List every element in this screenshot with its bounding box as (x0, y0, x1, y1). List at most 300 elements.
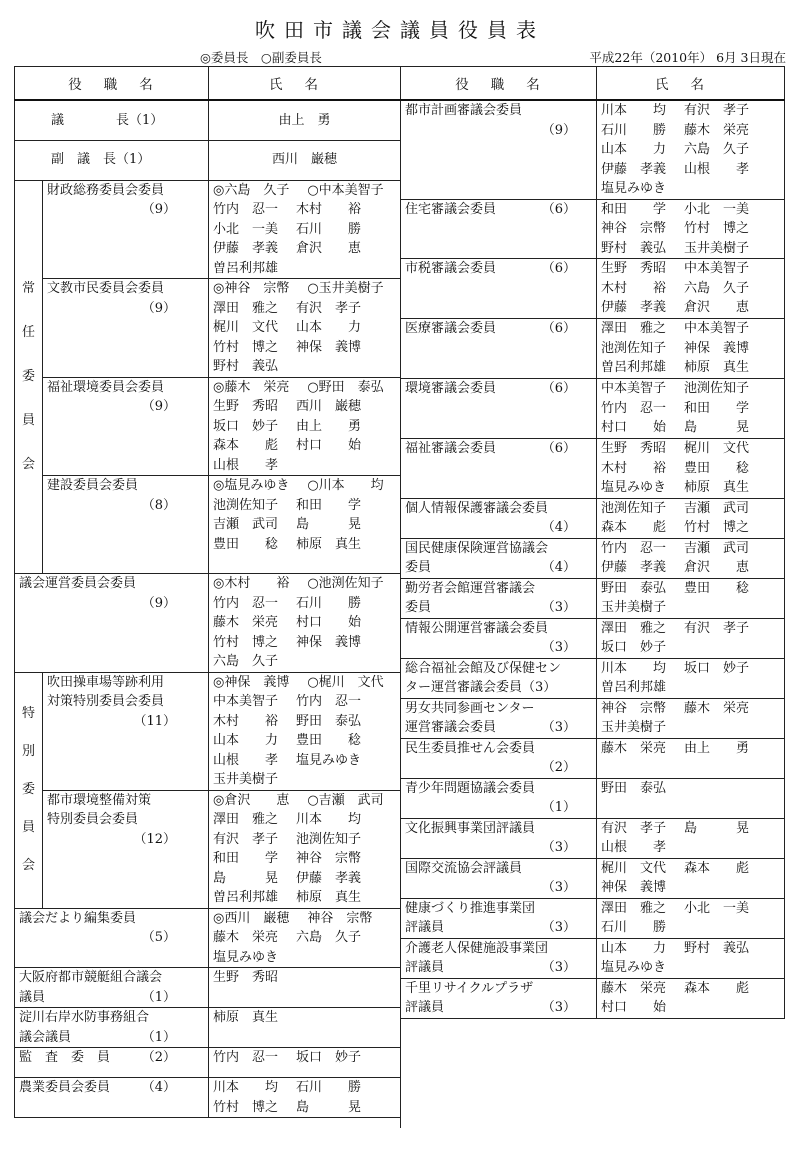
steering-role (15, 574, 209, 673)
member-names (601, 279, 780, 299)
label-char: 会 (21, 456, 35, 472)
member-name: ◎西川 巌穂 (213, 910, 290, 926)
member-name: 山根 孝 (213, 457, 279, 473)
member-name: 有沢 孝子 (601, 820, 667, 836)
committee-role (43, 790, 209, 908)
member-names (213, 1078, 396, 1098)
member-name: 野村 義弘 (601, 240, 667, 256)
member-names (213, 692, 396, 712)
member-names (213, 1048, 396, 1068)
committee-role (43, 377, 209, 476)
member-name: 豊田 稔 (684, 580, 750, 596)
member-names (213, 770, 396, 790)
member-names (213, 220, 396, 240)
council-role (401, 100, 597, 199)
member-name: 柿原 真生 (213, 1010, 279, 1025)
member-name: 澤田 雅之 (601, 620, 667, 636)
committee-count: （9） (141, 300, 176, 316)
member-name: 野田 泰弘 (296, 713, 362, 729)
row-special-committee (15, 672, 401, 790)
member-name: 小北 一美 (684, 201, 750, 217)
member-names (601, 678, 780, 698)
council-count: （3） (541, 1000, 576, 1015)
assignment-role (15, 1078, 209, 1118)
member-names (213, 968, 396, 988)
member-name: 梶川 文代 (213, 320, 279, 335)
council-members (597, 498, 785, 538)
council-role (401, 538, 597, 578)
member-name: 神保 義博 (684, 340, 750, 356)
member-name: 倉沢 恵 (684, 300, 750, 315)
council-name: 情報公開運営審議会委員 (405, 620, 549, 636)
member-names (213, 909, 396, 929)
assignment-name-text: 農業委員会委員 (19, 1080, 111, 1095)
council-role (401, 319, 597, 379)
council-name: 健康づくり推進事業団 (405, 900, 536, 916)
member-names (213, 279, 396, 299)
member-names (601, 101, 780, 121)
member-names (213, 338, 396, 358)
council-role (401, 439, 597, 499)
member-names (601, 121, 780, 141)
row-other-assignment (15, 1078, 401, 1118)
council-role (401, 498, 597, 538)
member-name: 中本美智子 (684, 321, 750, 336)
member-name: 竹内 忍一 (213, 202, 279, 217)
member-name: 池渕佐知子 (684, 381, 750, 396)
member-name: 梶川 文代 (601, 860, 667, 876)
member-name: ◎木村 裕 (213, 576, 290, 591)
council-name: 介護老人保健施設事業団 (405, 940, 549, 956)
committee-members (209, 672, 401, 790)
standing-committee-label (15, 180, 43, 574)
row-vice-chairman (15, 140, 401, 180)
member-name: 藤木 栄亮 (213, 615, 279, 630)
member-names (213, 633, 396, 653)
member-name: 竹村 博之 (684, 520, 750, 535)
council-members (597, 439, 785, 499)
member-name: 有沢 孝子 (213, 831, 279, 847)
council-role (401, 658, 597, 698)
committee-count: （8） (141, 497, 176, 513)
member-name: 藤木 栄亮 (684, 700, 750, 716)
member-name: 六島 久子 (296, 930, 362, 945)
assignment-count: （4） (141, 1080, 176, 1095)
council-name-text: 福祉審議会委員 (405, 441, 497, 456)
council-name-text: 委員 (405, 600, 432, 615)
member-name: 神保 義博 (601, 880, 667, 895)
member-names (213, 613, 396, 633)
council-role (401, 578, 597, 618)
row-steering-committee (15, 574, 401, 673)
assignment-name-cont (19, 1028, 204, 1048)
row-council-assignment (401, 858, 785, 898)
member-names (213, 712, 396, 732)
member-name: 六島 久子 (213, 654, 279, 669)
member-name: ◎藤木 栄亮 (213, 379, 290, 395)
column-header-name-right: 氏名 (597, 67, 785, 101)
member-names (601, 659, 780, 679)
assignment-count: （1） (141, 1029, 176, 1045)
member-name: 島 晃 (296, 1099, 362, 1115)
council-role (401, 978, 597, 1018)
member-name: 池渕佐知子 (601, 500, 667, 516)
member-names (601, 298, 780, 318)
member-names (213, 849, 396, 869)
council-name (405, 259, 592, 279)
member-name: 竹村 博之 (684, 221, 750, 236)
row-council-assignment (401, 578, 785, 618)
special-committee-label (15, 672, 43, 908)
member-name: 村口 始 (296, 438, 362, 453)
council-members (597, 738, 785, 778)
column-header-role-right: 役職名 (401, 67, 597, 101)
council-name-text: 医療審議会委員 (405, 321, 497, 336)
council-members (597, 938, 785, 978)
member-names (213, 181, 396, 201)
council-name: 民生委員推せん会委員 (405, 740, 536, 756)
member-name: 石川 勝 (296, 595, 362, 611)
member-names (213, 239, 396, 259)
member-names (601, 219, 780, 239)
member-names (213, 259, 396, 279)
member-name: 木村 裕 (296, 202, 362, 217)
member-name: ◎神保 義博 (213, 674, 290, 690)
row-council-assignment (401, 439, 785, 499)
member-name: 豊田 稔 (684, 460, 750, 476)
label-char: 別 (21, 744, 35, 759)
assignment-members (209, 1048, 401, 1078)
label-char: 委 (21, 782, 35, 797)
member-name: 山本 力 (213, 733, 279, 748)
council-members (597, 379, 785, 439)
row-council-assignment (401, 538, 785, 578)
committee-name-cont: 対策特別委員会委員 (47, 694, 165, 709)
member-name: 木村 裕 (601, 280, 667, 296)
committee-name: 議会運営委員会委員 (19, 576, 137, 591)
assignment-members (209, 1078, 401, 1118)
member-names (601, 399, 780, 419)
row-council-assignment (401, 199, 785, 259)
row-council-assignment (401, 658, 785, 698)
member-name: 伊藤 孝義 (213, 241, 279, 256)
member-name: 由上 勇 (684, 740, 750, 756)
council-name: 個人情報保護審議会委員 (405, 500, 549, 516)
member-name: 澤田 雅之 (213, 300, 279, 316)
member-names (601, 518, 780, 538)
member-names (601, 899, 780, 919)
member-name: 島 晃 (684, 420, 750, 435)
row-standing-committee (15, 377, 401, 476)
member-name: 和田 学 (213, 851, 279, 866)
name-chairman: 由上 勇 (209, 100, 401, 140)
member-name: 森本 彪 (684, 860, 750, 876)
member-name: 生野 秀昭 (213, 399, 279, 414)
member-name: 山本 力 (296, 320, 362, 335)
member-names (601, 160, 780, 180)
label-char: 委 (21, 368, 35, 384)
column-header-role: 役職名 (15, 67, 209, 101)
member-names (601, 499, 780, 519)
member-name: 竹内 忍一 (213, 595, 279, 611)
member-name: 山根 孝 (601, 840, 667, 855)
assignment-name-text: 監 査 委 員 (19, 1050, 111, 1065)
council-members (597, 698, 785, 738)
row-council-assignment (401, 738, 785, 778)
row-council-assignment (401, 898, 785, 938)
member-name: 野田 泰弘 (601, 780, 667, 796)
member-name: 柿原 真生 (296, 536, 362, 552)
member-name: 六島 久子 (684, 280, 750, 296)
council-count: （6） (541, 441, 576, 456)
committee-role (43, 672, 209, 790)
member-name: 塩見みゆき (296, 752, 362, 768)
member-name: 野村 義弘 (684, 940, 750, 956)
member-name: 生野 秀昭 (601, 261, 667, 276)
member-names (213, 791, 396, 811)
member-name: 坂口 妙子 (213, 418, 279, 434)
row-standing-committee (15, 279, 401, 378)
member-names (213, 515, 396, 535)
member-name: 村口 始 (601, 1000, 667, 1015)
member-names (213, 1008, 396, 1028)
committee-count: （9） (141, 202, 176, 217)
assignment-name-text: 議会議員 (19, 1029, 72, 1045)
committee-members (209, 574, 401, 673)
committee-name: 吹田操車場等跡利用 (47, 674, 165, 690)
name-vice-chairman: 西川 巌穂 (209, 140, 401, 180)
member-name: 塩見みゆき (601, 181, 667, 196)
member-name: 竹内 忍一 (601, 400, 667, 416)
council-name-cont (405, 598, 592, 618)
member-names (601, 459, 780, 479)
council-role (401, 738, 597, 778)
member-name: 川本 均 (601, 103, 667, 118)
chair-legend: ◎委員長 ○副委員長 (200, 50, 322, 65)
council-name: 総合福祉会館及び保健セン (405, 660, 562, 676)
member-names (601, 779, 780, 799)
member-name: 吉瀬 武司 (684, 540, 750, 556)
member-names (213, 574, 396, 594)
council-name: 都市計画審議会委員 (405, 103, 523, 118)
member-names (601, 140, 780, 160)
member-name: 森本 彪 (684, 980, 750, 996)
member-name: 石川 勝 (296, 221, 362, 237)
committee-members (209, 180, 401, 279)
member-name: 曽呂利邦雄 (601, 680, 667, 695)
committee-members (209, 790, 401, 908)
council-name-text: 市税審議会委員 (405, 261, 497, 276)
member-name: ◎塩見みゆき (213, 478, 290, 493)
council-count: （3） (541, 920, 576, 935)
label-char: 員 (21, 820, 35, 835)
council-role (401, 199, 597, 259)
council-members (597, 199, 785, 259)
council-name-cont (405, 918, 592, 938)
member-names (601, 579, 780, 599)
member-name: 中本美智子 (601, 381, 667, 396)
member-names (213, 1098, 396, 1118)
member-names (601, 379, 780, 399)
council-name-cont (405, 998, 592, 1018)
member-names (601, 859, 780, 879)
member-name: 澤田 雅之 (601, 900, 667, 916)
row-council-assignment (401, 818, 785, 858)
member-name: 川本 均 (296, 812, 362, 827)
member-name: ○中本美智子 (307, 182, 384, 198)
committee-members (209, 279, 401, 378)
member-name: 坂口 妙子 (684, 660, 750, 676)
council-role (401, 818, 597, 858)
council-members (597, 818, 785, 858)
committee-name: 建設委員会委員 (47, 478, 139, 493)
member-name: 塩見みゆき (601, 960, 667, 975)
member-names (601, 979, 780, 999)
member-name: 竹村 博之 (213, 1099, 279, 1115)
council-members (597, 319, 785, 379)
member-name: 藤木 栄亮 (601, 980, 667, 996)
role-vice-chairman: 副 議 長（1） (15, 140, 209, 180)
left-roster-table (14, 66, 401, 1118)
council-name: 国際交流協会評議員 (405, 860, 523, 876)
member-name: 村口 始 (296, 615, 362, 630)
member-names (601, 539, 780, 559)
row-standing-committee (15, 476, 401, 574)
committee-name: 財政総務委員会委員 (47, 182, 165, 198)
committee-count: （12） (133, 831, 176, 847)
page-title: 吹田市議会議員役員表 (255, 18, 545, 42)
member-names (213, 476, 396, 496)
council-count: （4） (541, 520, 576, 535)
council-count: （3） (541, 600, 576, 615)
member-name: 石川 勝 (601, 122, 667, 138)
row-special-committee (15, 790, 401, 908)
council-members (597, 259, 785, 319)
member-name: 和田 学 (296, 497, 362, 513)
row-newsletter-committee (15, 908, 401, 968)
council-count: （2） (541, 760, 576, 775)
member-name: 豊田 稔 (296, 733, 362, 748)
council-count: （3） (541, 880, 576, 895)
assignment-role (15, 1048, 209, 1078)
right-roster-table (400, 66, 785, 1128)
member-names (213, 673, 396, 693)
council-name-text: 評議員 (405, 1000, 445, 1015)
row-chairman (15, 100, 401, 140)
committee-role (43, 476, 209, 574)
member-name: 野村 義弘 (213, 359, 279, 374)
member-names (213, 928, 396, 948)
member-name: 生野 秀昭 (213, 970, 279, 985)
member-name: 藤木 栄亮 (684, 122, 750, 138)
member-names (213, 456, 396, 476)
row-council-assignment (401, 379, 785, 439)
member-name: 有沢 孝子 (684, 620, 750, 636)
member-name: 神谷 宗幣 (296, 851, 362, 866)
council-role (401, 259, 597, 319)
member-name: 小北 一美 (213, 221, 279, 237)
member-names (601, 259, 780, 279)
member-name: 生野 秀昭 (601, 441, 667, 456)
council-count: （6） (541, 321, 576, 336)
council-count: （6） (541, 201, 576, 217)
row-council-assignment (401, 938, 785, 978)
member-names (601, 878, 780, 898)
member-name: 玉井美樹子 (213, 772, 279, 787)
member-names (213, 397, 396, 417)
member-names (213, 535, 396, 555)
committee-count: （5） (141, 930, 176, 945)
member-names (601, 418, 780, 438)
council-name: 男女共同参画センター (405, 700, 535, 716)
member-name: 山本 力 (601, 142, 667, 157)
member-name: 有沢 孝子 (296, 300, 362, 316)
member-name: 六島 久子 (684, 142, 750, 157)
member-names (601, 699, 780, 719)
council-count: （3） (541, 720, 576, 735)
assignment-name (19, 1048, 204, 1068)
council-count: （3） (541, 840, 576, 855)
member-names (601, 200, 780, 220)
member-name: 竹内 忍一 (296, 694, 362, 709)
council-name: 勤労者会館運営審議会 (405, 580, 536, 596)
row-council-assignment (401, 319, 785, 379)
member-names (601, 958, 780, 978)
council-name: 文化振興事業団評議員 (405, 820, 536, 836)
council-name-text: 環境審議会委員 (405, 381, 497, 396)
assignment-count: （2） (141, 1050, 176, 1065)
council-members (597, 100, 785, 199)
member-name: 島 晃 (213, 870, 279, 886)
member-name: 塩見みゆき (601, 480, 667, 495)
assignment-name (19, 1078, 204, 1098)
member-name: 神谷 宗幣 (307, 910, 373, 926)
assignment-count: （1） (141, 989, 176, 1005)
label-char: 任 (21, 324, 35, 340)
label-char: 員 (21, 412, 35, 428)
member-name: 梶川 文代 (684, 441, 750, 456)
council-count: （3） (541, 640, 576, 655)
member-name: ○梶川 文代 (307, 674, 384, 690)
council-role (401, 938, 597, 978)
assignment-name: 淀川右岸水防事務組合 (19, 1010, 150, 1025)
member-names (213, 378, 396, 398)
member-names (213, 652, 396, 672)
member-name: 神谷 宗幣 (601, 700, 667, 716)
assignment-name: 大阪府都市競艇組合議会 (19, 970, 163, 985)
council-role (401, 898, 597, 938)
member-name: 玉井美樹子 (601, 720, 667, 735)
member-names (213, 869, 396, 889)
member-name: 木村 裕 (213, 713, 279, 729)
member-name: 由上 勇 (296, 418, 362, 434)
council-name (405, 200, 592, 220)
council-role (401, 778, 597, 818)
member-name: 神谷 宗幣 (601, 221, 667, 236)
committee-name: 福祉環境委員会委員 (47, 379, 165, 395)
member-name: 塩見みゆき (213, 949, 279, 965)
member-name: 有沢 孝子 (684, 103, 750, 118)
member-name: 伊藤 孝義 (601, 560, 667, 575)
member-names (213, 751, 396, 771)
member-name: 竹村 博之 (213, 634, 279, 650)
council-count: （1） (541, 800, 576, 815)
council-members (597, 778, 785, 818)
row-council-assignment (401, 259, 785, 319)
label-char: 特 (21, 706, 35, 721)
member-name: 澤田 雅之 (213, 812, 279, 827)
council-name-cont: ター運営審議会委員（3） (405, 680, 557, 695)
